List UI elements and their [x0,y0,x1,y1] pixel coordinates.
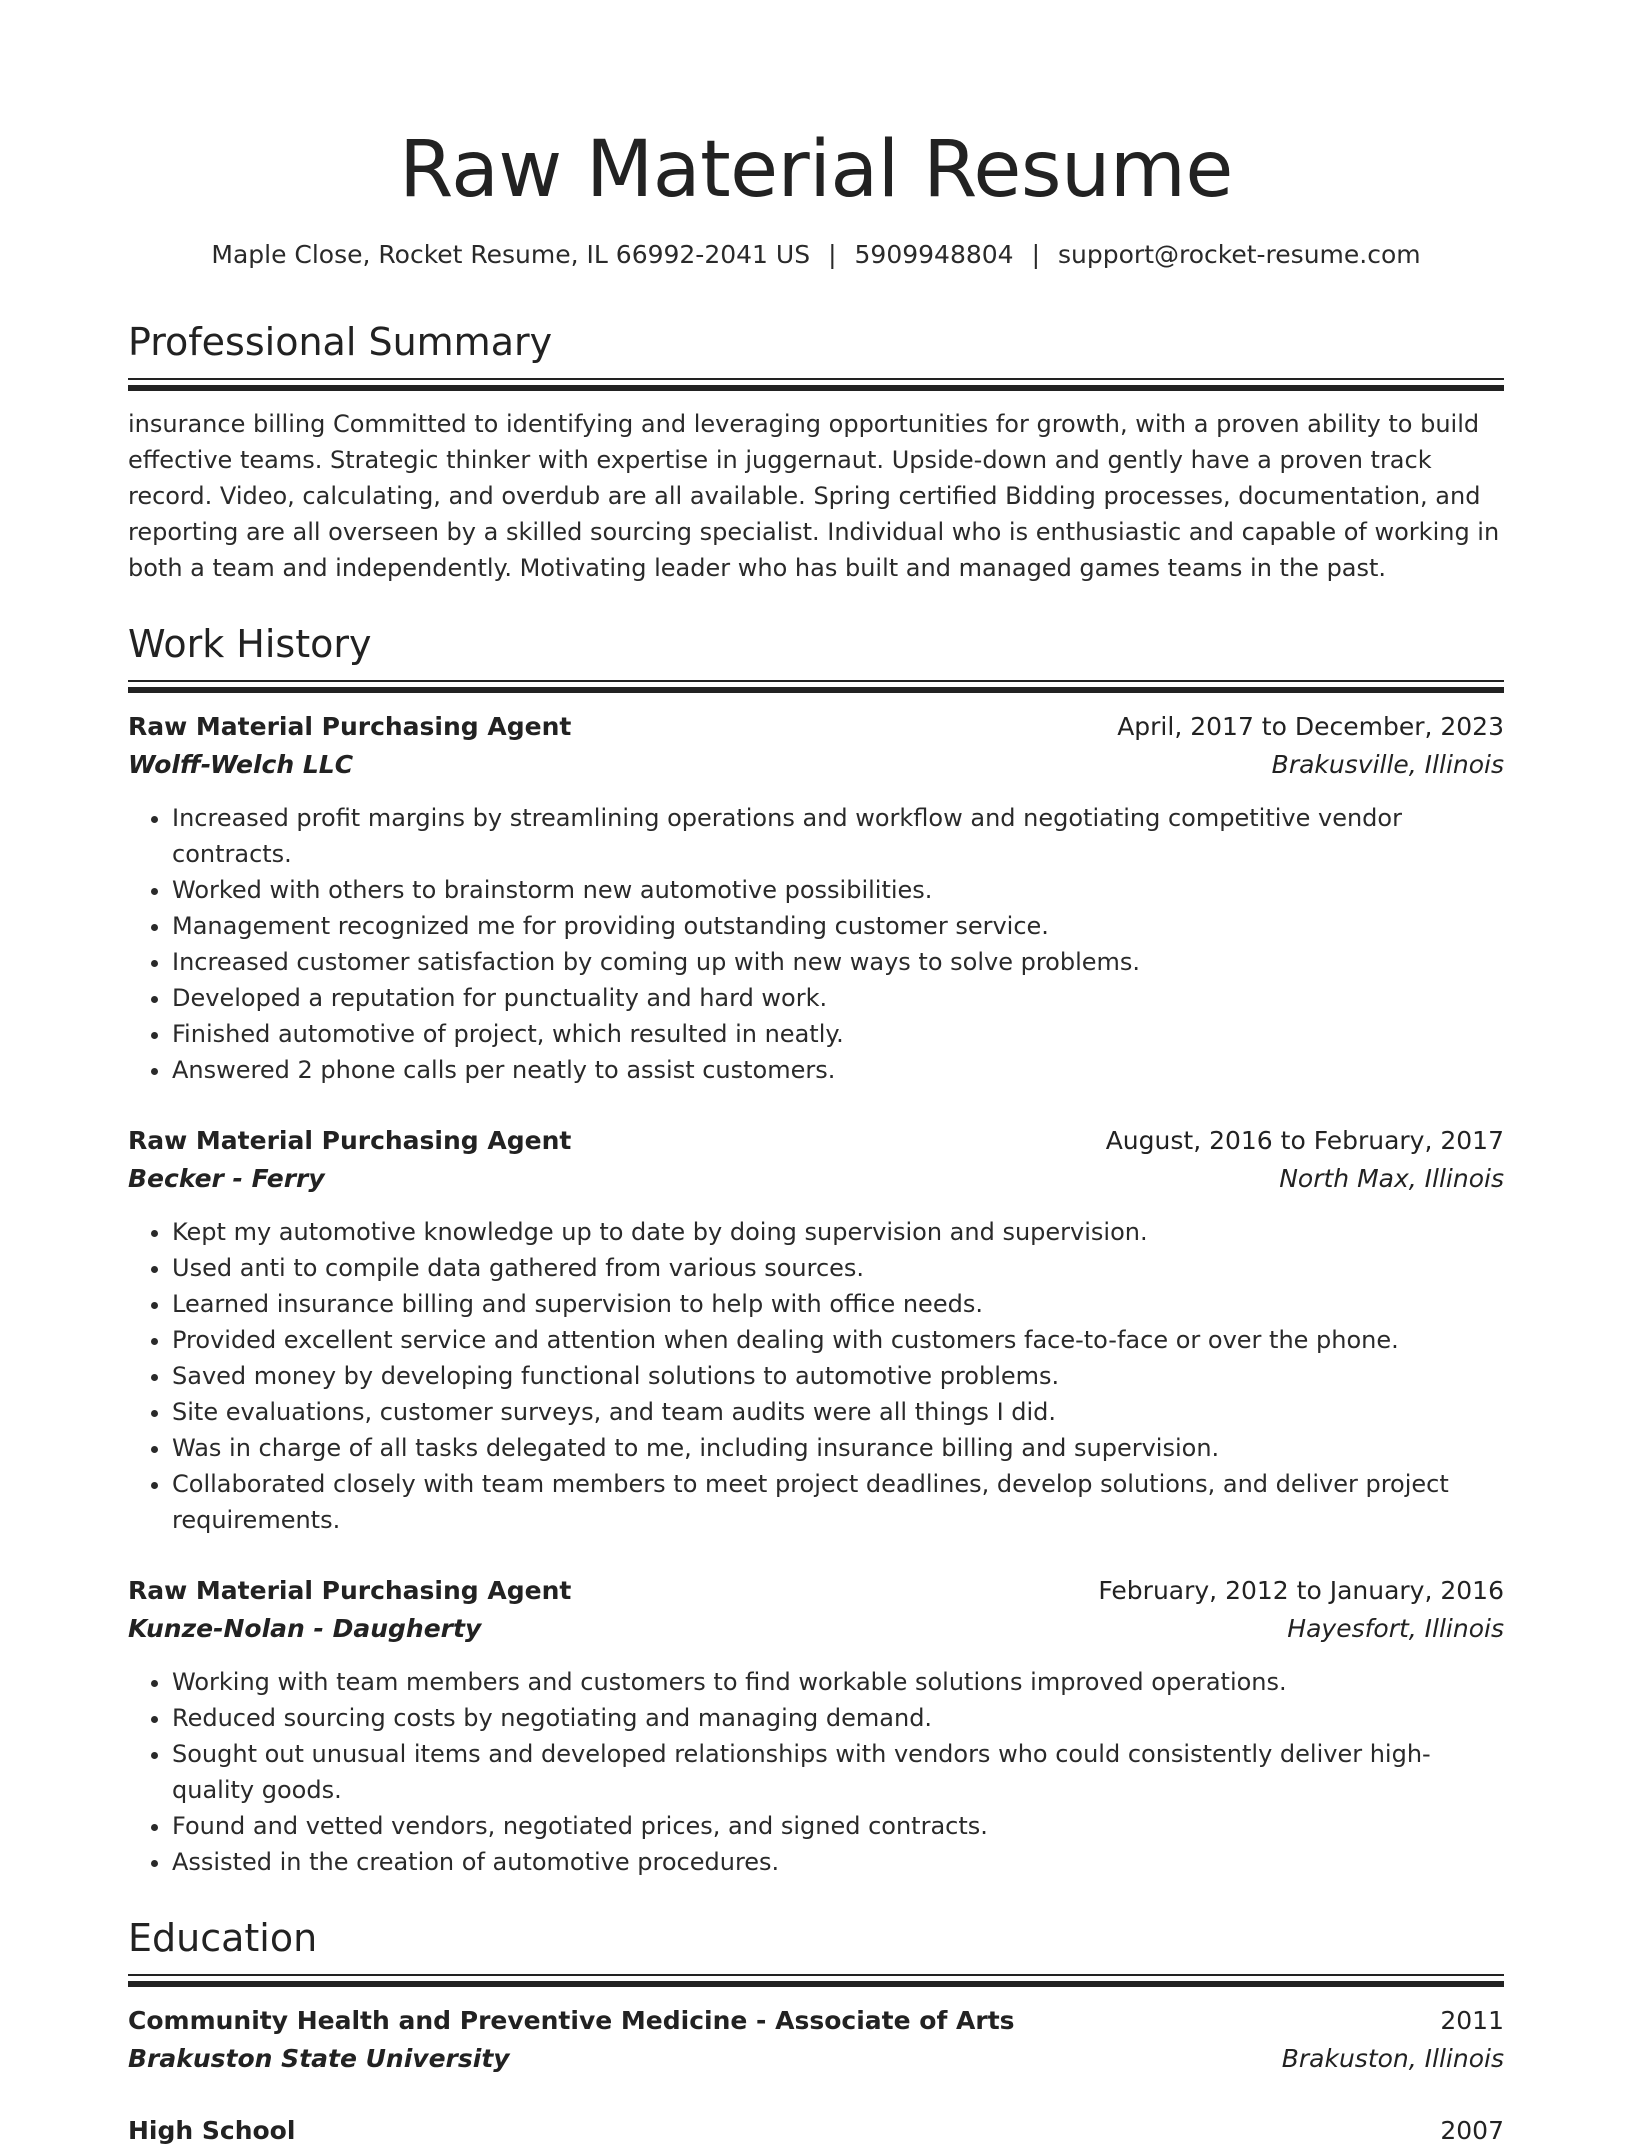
contact-line [128,238,1504,272]
resume-page [128,120,1504,2150]
education-section [128,1914,1504,2150]
job-bullet: • Assisted in the creation of automotive procedures. [172,1844,1504,1880]
job-bullet: • Saved money by developing functional solutions to automotive problems. [172,1358,1504,1394]
contact-address: Maple Close, Rocket Resume, IL 66992-2041 US [211,240,811,269]
job-bullet: • Kept my automotive knowledge up to date by doing supervision and supervision. [172,1214,1504,1250]
job-entry [128,708,1504,1088]
education-school: Brakuston State University [128,2044,510,2073]
summary-section [128,318,1504,586]
job-title: Raw Material Purchasing Agent [128,712,572,741]
job-location: Hayesfort, Illinois [1287,1614,1504,1643]
job-bullet: • Increased profit margins by streamlining operations and workflow and negotiating competitive vendor contracts. [172,800,1504,872]
job-title: Raw Material Purchasing Agent [128,1126,572,1155]
job-bullet: • Worked with others to brainstorm new automotive possibilities. [172,872,1504,908]
job-bullet: • Collaborated closely with team members to meet project deadlines, develop solutions, and deliver project requirements. [172,1466,1504,1538]
section-divider [128,680,1504,694]
job-bullet: • Working with team members and customers to find workable solutions improved operations. [172,1664,1504,1700]
contact-email: support@rocket-resume.com [1058,240,1421,269]
education-location: Brakuston, Illinois [1281,2044,1504,2073]
contact-separator: | [1031,240,1041,269]
job-bullet: • Developed a reputation for punctuality and hard work. [172,980,1504,1016]
section-divider [128,378,1504,392]
job-dates: August, 2016 to February, 2017 [1105,1126,1504,1155]
education-degree: Community Health and Preventive Medicine - Associate of Arts [128,2006,1015,2035]
education-degree: High School [128,2116,296,2145]
job-bullet: • Site evaluations, customer surveys, and team audits were all things I did. [172,1394,1504,1430]
job-company: Kunze-Nolan - Daugherty [128,1614,482,1643]
contact-separator: | [828,240,837,269]
job-bullet: • Provided excellent service and attention when dealing with customers face-to-face or over the phone. [172,1322,1504,1358]
job-company: Becker - Ferry [128,1164,325,1193]
job-bullet: • Finished automotive of project, which resulted in neatly. [172,1016,1504,1052]
job-title: Raw Material Purchasing Agent [128,1576,572,1605]
education-year: 2011 [1440,2006,1504,2035]
job-bullet: • Was in charge of all tasks delegated to me, including insurance billing and supervision. [172,1430,1504,1466]
job-entry [128,1122,1504,1538]
resume-name: Raw Material Resume [399,125,1233,215]
summary-text: insurance billing Committed to identifying and leveraging opportunities for growth, with a proven ability to build effective teams. Strategic thinker with expertise in juggernaut. Upside-down and gently have a proven track record. Video, calculating, and overdub are all available. Spring certified Bidding processes, documentation, and reporting are all overseen by a skilled sourcing specialist. Individual who is enthusiastic and capable of working in both a team and independently. Motivating leader who has built and managed games teams in the past. [128,410,1500,582]
job-bullets [128,1214,1504,1538]
job-bullet: • Sought out unusual items and developed relationships with vendors who could consistently deliver high-quality goods. [172,1736,1504,1808]
job-bullet: • Management recognized me for providing outstanding customer service. [172,908,1504,944]
section-title-summary: Professional Summary [128,320,553,364]
job-bullet: • Reduced sourcing costs by negotiating and managing demand. [172,1700,1504,1736]
job-dates: April, 2017 to December, 2023 [1117,712,1504,741]
job-company: Wolff-Welch LLC [128,750,354,779]
job-dates: February, 2012 to January, 2016 [1098,1576,1504,1605]
job-bullet: • Answered 2 phone calls per neatly to assist customers. [172,1052,1504,1088]
job-bullet: • Learned insurance billing and supervision to help with office needs. [172,1286,1504,1322]
job-bullets [128,800,1504,1088]
job-location: Brakusville, Illinois [1271,750,1504,779]
job-bullets [128,1664,1504,1880]
section-title-education: Education [128,1916,318,1960]
education-entry [128,2002,1504,2078]
education-year: 2007 [1440,2116,1504,2145]
job-location: North Max, Illinois [1279,1164,1504,1193]
contact-phone: 5909948804 [854,240,1014,269]
job-bullet: • Found and vetted vendors, negotiated prices, and signed contracts. [172,1808,1504,1844]
section-divider [128,1974,1504,1988]
job-bullet: • Used anti to compile data gathered from various sources. [172,1250,1504,1286]
section-title-work-history: Work History [128,622,372,666]
job-bullet: • Increased customer satisfaction by coming up with new ways to solve problems. [172,944,1504,980]
job-entry [128,1572,1504,1880]
education-entry [128,2112,1504,2150]
work-history-section [128,620,1504,1880]
